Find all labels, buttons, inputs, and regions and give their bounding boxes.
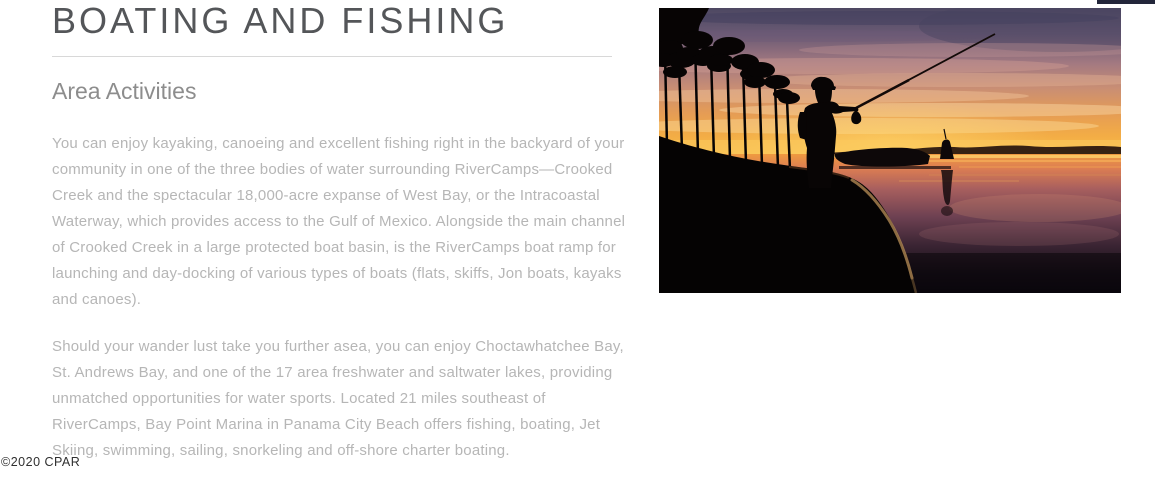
page-title: BOATING AND FISHING <box>52 0 509 41</box>
fisherman-sunset-photo-art <box>659 8 1121 293</box>
fisherman-sunset-photo <box>659 8 1121 293</box>
copyright-watermark: ©2020 CPAR <box>1 455 81 469</box>
title-divider <box>52 56 612 57</box>
section-heading: Area Activities <box>52 78 197 104</box>
area-activities-paragraph-1: You can enjoy kayaking, canoeing and excellent fishing right in the backyard of your community in one of the three bodies of water surrounding RiverCamps—Crooked Creek and the spectacular 18,000-acre expanse of West Bay, or the Intracoastal Waterway, which provides access to the Gulf of Mexico. Alongside the main channel of Crooked Creek in a large protected boat basin, is the RiverCamps boat ramp for launching and day-docking of various types of boats (flats, skiffs, Jon boats, kayaks and canoes). <box>52 135 626 308</box>
area-activities-paragraph-2: Should your wander lust take you further asea, you can enjoy Choctawhatchee Bay, St. Andrews Bay, and one of the 17 area freshwater and saltwater lakes, providing unmatched opportunities for water sports. Located 21 miles southeast of RiverCamps, Bay Point Marina in Panama City Beach offers fishing, boating, Jet Skiing, swimming, sailing, snorkeling and off-shore charter boating. <box>52 338 624 459</box>
top-nav-fragment <box>1097 0 1155 4</box>
